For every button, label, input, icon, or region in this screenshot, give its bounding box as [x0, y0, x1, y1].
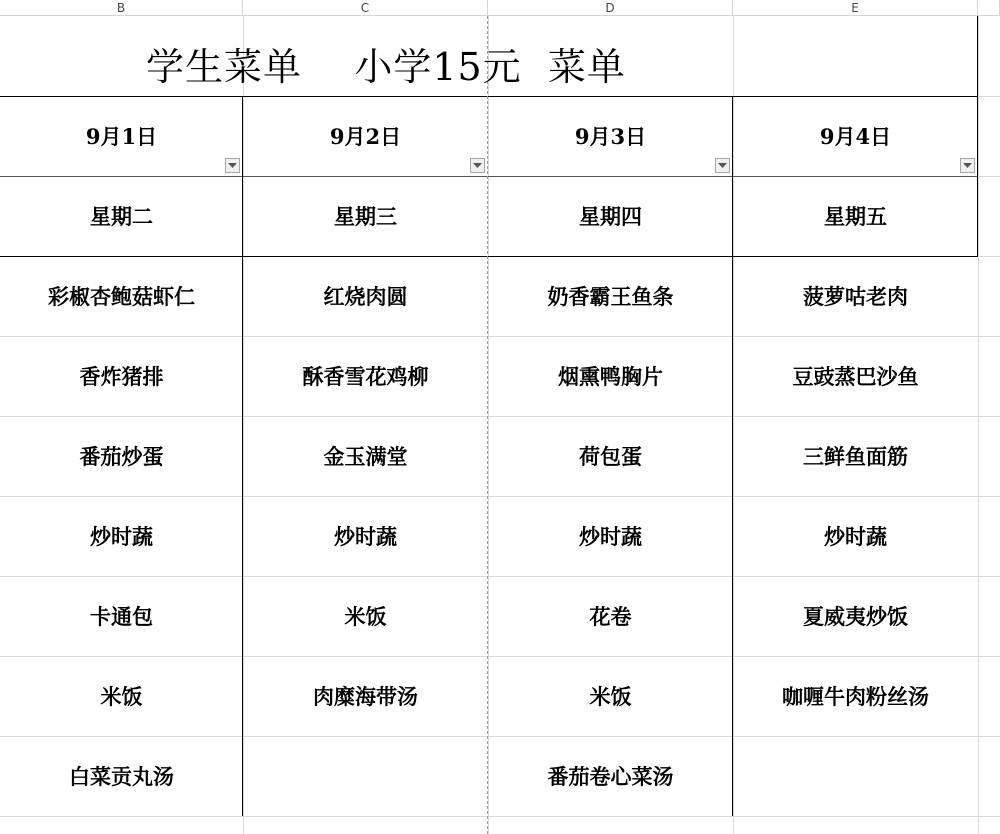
menu-item-cell[interactable]: 卡通包: [90, 604, 153, 629]
menu-item-cell[interactable]: 酥香雪花鸡柳: [302, 364, 429, 389]
column-header-b[interactable]: B: [0, 0, 243, 16]
menu-item-cell[interactable]: 三鲜鱼面筋: [803, 444, 908, 469]
weekday-cell[interactable]: 星期三: [334, 204, 397, 229]
menu-item-cell[interactable]: 番茄炒蛋: [79, 444, 164, 469]
menu-item-cell[interactable]: 炒时蔬: [824, 524, 887, 549]
column-header-e[interactable]: E: [733, 0, 978, 16]
weekday-cell[interactable]: 星期五: [824, 204, 887, 229]
column-header-c[interactable]: C: [243, 0, 488, 16]
menu-item-cell[interactable]: 香炸猪排: [79, 364, 164, 389]
menu-item-cell[interactable]: 咖喱牛肉粉丝汤: [782, 684, 929, 709]
menu-item-cell[interactable]: 花卷: [589, 604, 632, 629]
filter-dropdown-button[interactable]: [225, 158, 240, 173]
menu-item-cell[interactable]: 炒时蔬: [579, 524, 642, 549]
menu-item-cell[interactable]: 米饭: [100, 684, 143, 709]
menu-item-cell[interactable]: 金玉满堂: [323, 444, 408, 469]
menu-item-cell[interactable]: 番茄卷心菜汤: [547, 764, 674, 789]
dropdown-arrow-icon: [228, 163, 237, 169]
menu-item-cell[interactable]: 红烧肉圆: [323, 284, 408, 309]
menu-item-cell[interactable]: 豆豉蒸巴沙鱼: [792, 364, 919, 389]
menu-item-cell[interactable]: 彩椒杏鲍菇虾仁: [48, 284, 195, 309]
gridline-vertical: [978, 16, 979, 834]
menu-item-cell[interactable]: 夏威夷炒饭: [803, 604, 908, 629]
weekday-cell[interactable]: 星期四: [579, 204, 642, 229]
column-header-d[interactable]: D: [488, 0, 733, 16]
menu-item-cell[interactable]: 奶香霸王鱼条: [547, 284, 674, 309]
menu-item-cell[interactable]: 烟熏鸭胸片: [558, 364, 663, 389]
menu-item-cell[interactable]: 菠萝咕老肉: [803, 284, 908, 309]
dropdown-arrow-icon: [473, 163, 482, 169]
menu-item-cell[interactable]: 荷包蛋: [579, 444, 642, 469]
menu-item-cell[interactable]: 炒时蔬: [334, 524, 397, 549]
menu-item-cell[interactable]: 肉糜海带汤: [313, 684, 418, 709]
weekday-cell[interactable]: 星期二: [90, 204, 153, 229]
filter-dropdown-button[interactable]: [960, 158, 975, 173]
filter-dropdown-button[interactable]: [715, 158, 730, 173]
menu-item-cell[interactable]: [733, 736, 978, 816]
gridline-horizontal: [0, 816, 1000, 817]
date-cell[interactable]: 9月3日: [574, 124, 647, 149]
column-header-f[interactable]: [978, 0, 1000, 16]
menu-item-cell[interactable]: 米饭: [344, 604, 387, 629]
menu-item-cell[interactable]: 炒时蔬: [90, 524, 153, 549]
dropdown-arrow-icon: [963, 163, 972, 169]
dropdown-arrow-icon: [718, 163, 727, 169]
menu-item-cell[interactable]: 白菜贡丸汤: [69, 764, 174, 789]
date-cell[interactable]: 9月2日: [329, 124, 402, 149]
menu-item-cell[interactable]: 米饭: [589, 684, 632, 709]
date-cell[interactable]: 9月4日: [819, 124, 892, 149]
date-cell[interactable]: 9月1日: [85, 124, 158, 149]
menu-title[interactable]: 学生菜单 小学15元 菜单: [146, 45, 626, 89]
filter-dropdown-button[interactable]: [470, 158, 485, 173]
menu-item-cell[interactable]: [243, 736, 488, 816]
